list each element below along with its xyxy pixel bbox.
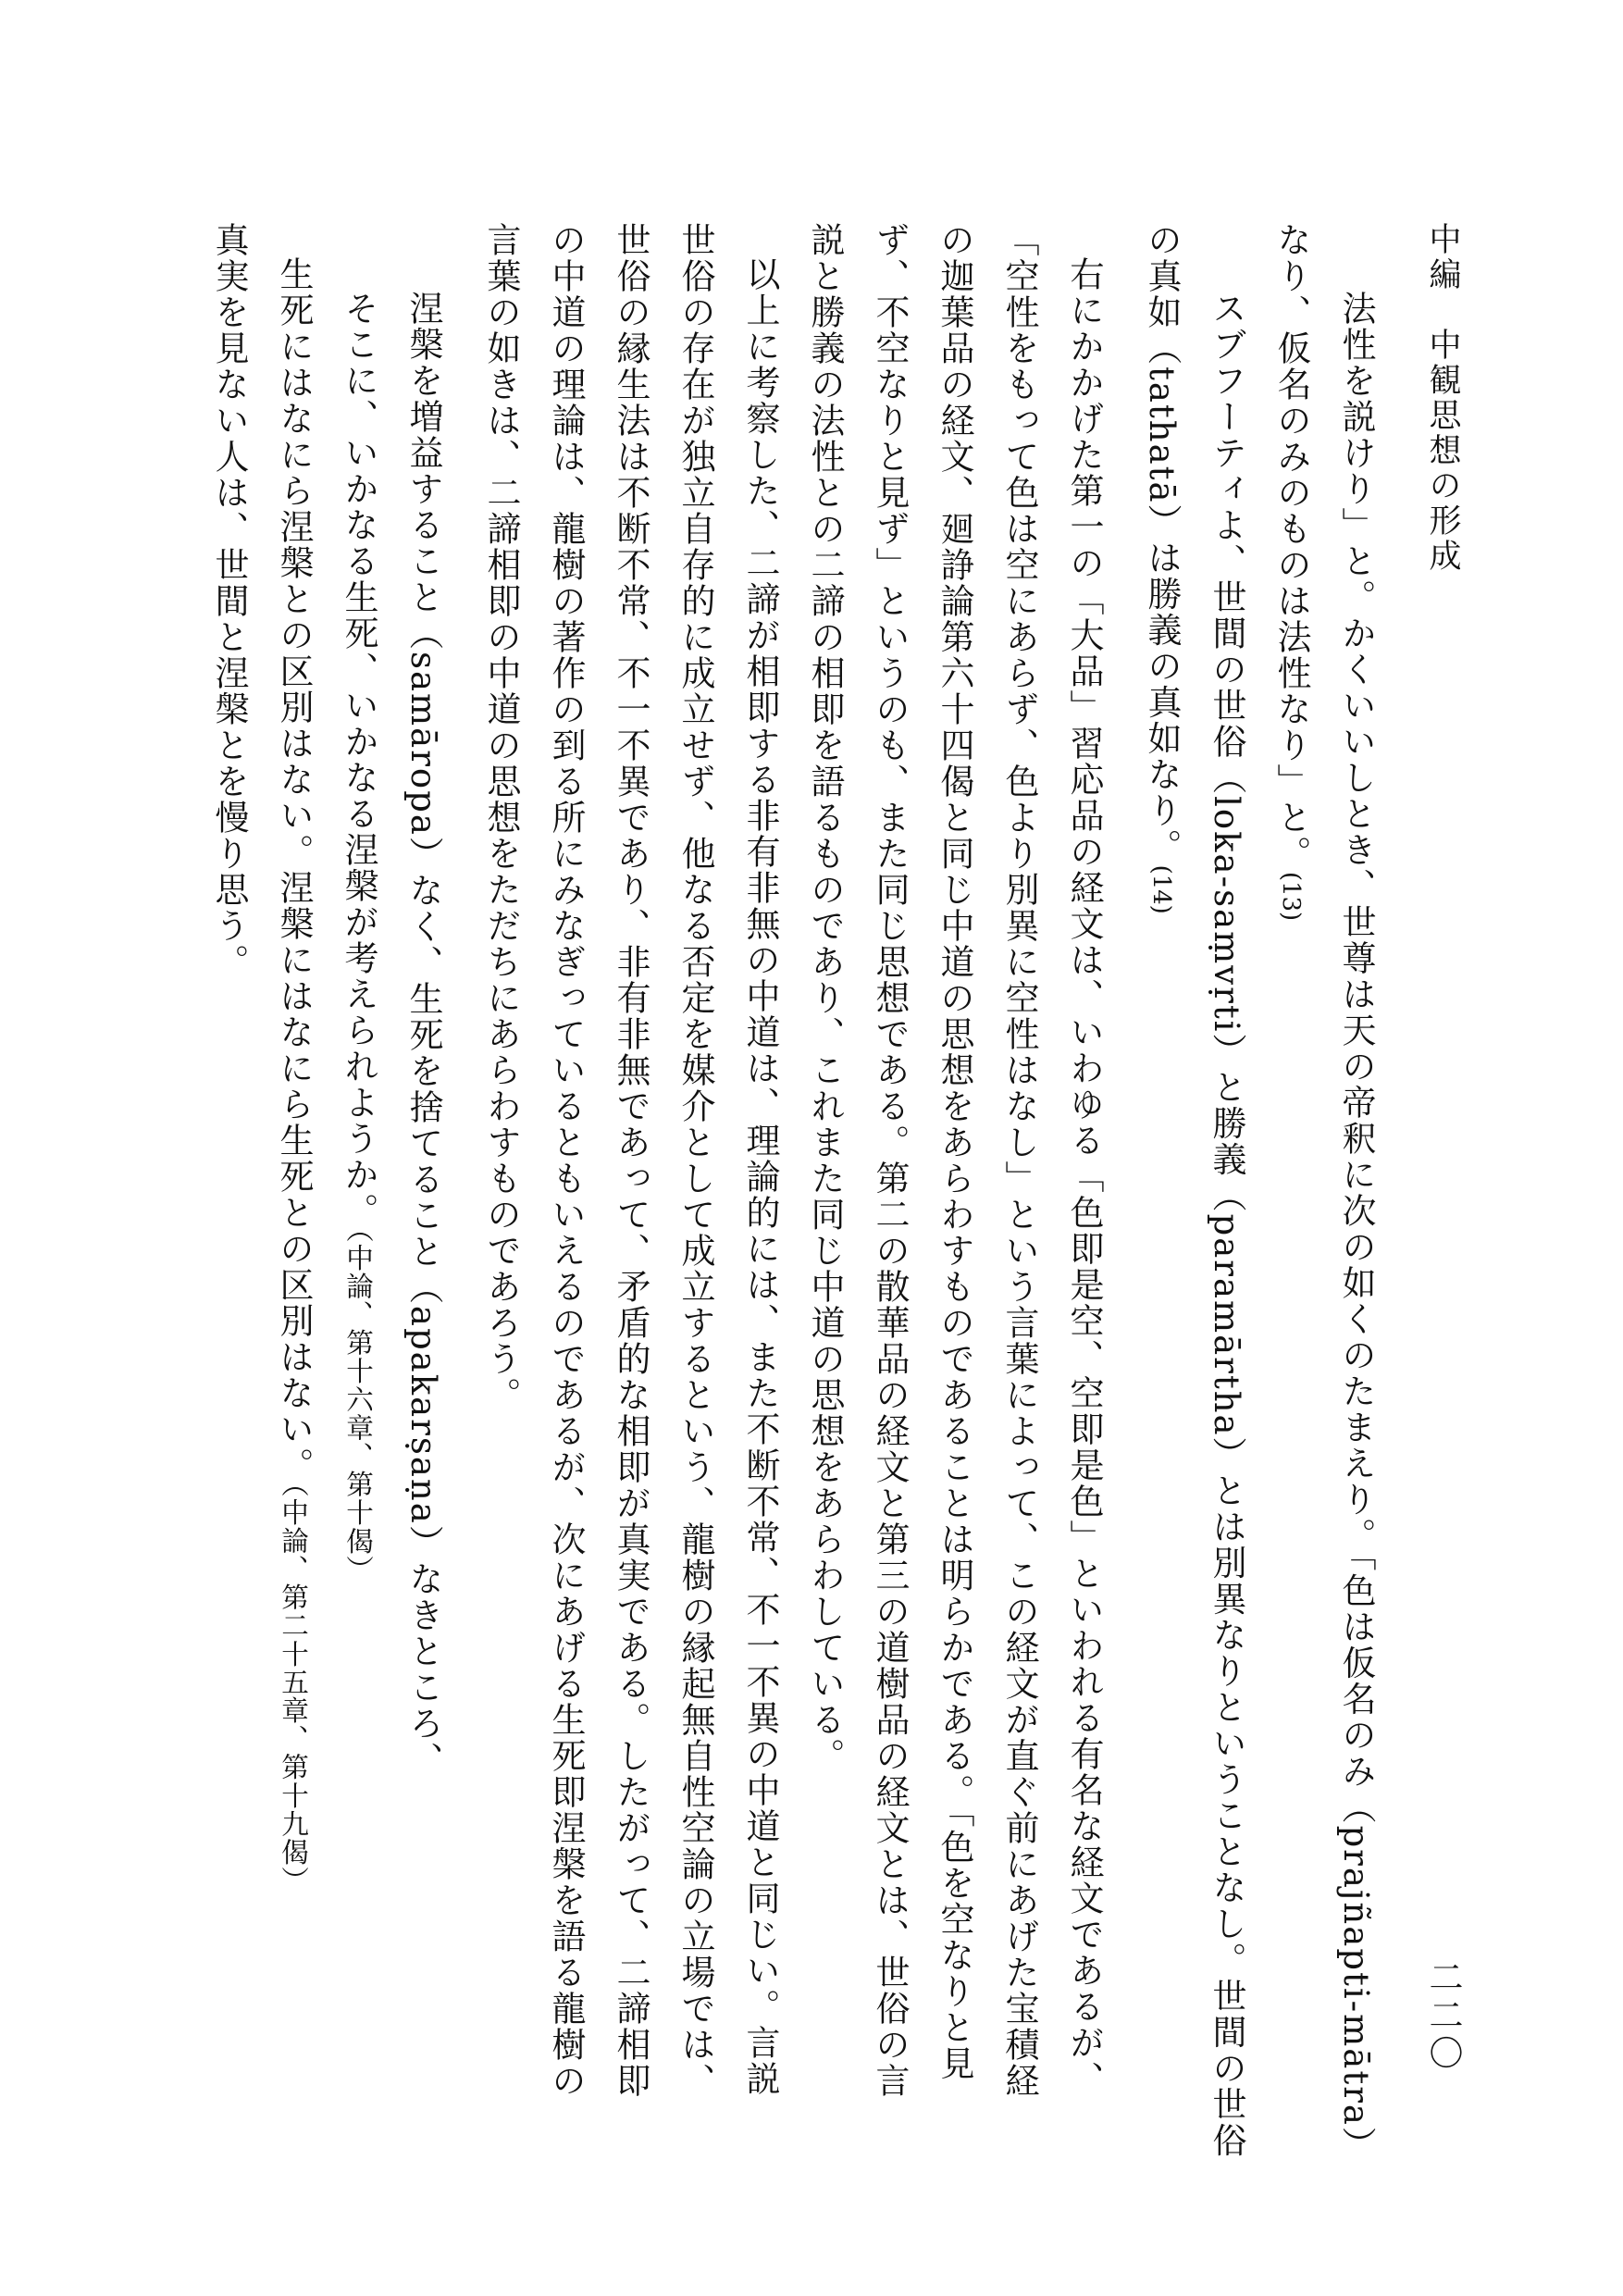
text-line — [468, 222, 533, 2073]
page-number: 二二〇 — [1423, 1959, 1463, 2073]
text-line — [857, 222, 922, 2099]
vertical-text-body — [180, 222, 1475, 2163]
text-line-content: スブフーティよ、世間の世俗（loka-saṃvṛti）と勝義（paramārtha）とは別異なりということなし。世間の世俗 — [1207, 291, 1246, 2159]
text-line-content: 「空性をもって色は空にあらず、色より別異に空性はなし」という言葉によって、この経文が直ぐ前にあげた宝積経 — [999, 222, 1039, 2099]
running-header — [1410, 222, 1475, 2073]
text-line-content: 法性を説けり」と。かくいいしとき、世尊は天の帝釈に次の如くのたまえり。「色は仮名のみ（prajñapti-mātra） — [1336, 291, 1376, 2163]
paragraph-gap — [1116, 222, 1129, 2073]
text-line — [533, 222, 598, 2099]
source-citation: （中論、第十六章、第十偈） — [342, 1229, 374, 1583]
text-line-content: の迦葉品の経文、廻諍論第六十四偈と同じ中道の思想をあらわすものであることは明らかである。「色を空なりと見 — [935, 222, 974, 2082]
text-line — [196, 222, 261, 2073]
text-line-content: 右にかかげた第一の「大品」習応品の経文は、いわゆる「色即是空、空即是色」といわれる有名な経文であるが、 — [1064, 256, 1104, 2097]
text-line-content: の中道の理論は、龍樹の著作の到る所にみなぎっているともいえるのであるが、次にあげる生死即涅槃を語る龍樹の — [546, 222, 586, 2099]
text-line — [1323, 222, 1388, 2163]
text-line — [1194, 222, 1258, 2159]
source-citation: （中論、第二十五章、第十九偈） — [278, 1483, 309, 1895]
text-line — [326, 222, 390, 2073]
text-line — [986, 222, 1051, 2099]
text-line — [727, 222, 792, 2097]
running-header-title: 中編 中観思想の形成 — [1424, 222, 1461, 574]
text-line — [922, 222, 986, 2082]
text-line-content: 真実を見ない人は、世間と涅槃とを慢り思う。 — [209, 222, 249, 980]
text-line — [1129, 222, 1194, 2073]
text-line-content: 涅槃を増益すること（samāropa）なく、生死を捨てること（apakarṣaṇa）なきところ、 — [403, 291, 443, 1778]
text-line — [1051, 222, 1116, 2097]
text-line — [792, 222, 857, 2073]
text-line — [390, 222, 455, 2073]
text-line-content: なり、仮名のみのものは法性なり」と。 — [1271, 222, 1311, 872]
text-line-content: 以上に考察した、二諦が相即する非有非無の中道は、理論的には、また不断不常、不一不異の中道と同じい。言説 — [740, 256, 780, 2097]
text-line-content: 世俗の存在が独立自存的に成立せず、他なる否定を媒介として成立するという、龍樹の縁起無自性空論の立場では、 — [675, 222, 715, 2099]
footnote-ref: (13) — [1277, 872, 1305, 922]
text-line — [598, 222, 663, 2099]
paragraph-gap — [455, 222, 468, 2073]
text-line-content: ず、不空なりと見ず」というのも、また同じ思想である。第二の散華品の経文と第三の道樹品の経文とは、世俗の言 — [870, 222, 910, 2099]
text-line-content: の真如（tathatā）は勝義の真如なり。 — [1142, 222, 1182, 865]
text-line — [663, 222, 727, 2099]
header-gap — [1388, 222, 1401, 2073]
text-line-content: 言葉の如きは、二諦相即の中道の思想をただちにあらわすものであろう。 — [481, 222, 521, 1413]
footnote-ref: (14) — [1147, 864, 1175, 914]
text-line-content: 世俗の縁生法は不断不常、不一不異であり、非有非無であって、矛盾的な相即が真実である。したがって、二諦相即 — [611, 222, 650, 2099]
text-line — [1258, 222, 1323, 2073]
text-line-content: 説と勝義の法性との二諦の相即を語るものであり、これまた同じ中道の思想をあらわしている。 — [805, 222, 845, 1774]
text-line — [261, 222, 326, 2073]
text-line-content: 生死にはなにら涅槃との区別はない。涅槃にはなにら生死との区別はない。 — [274, 256, 314, 1483]
text-line-content: そこに、いかなる生死、いかなる涅槃が考えられようか。 — [339, 291, 378, 1229]
